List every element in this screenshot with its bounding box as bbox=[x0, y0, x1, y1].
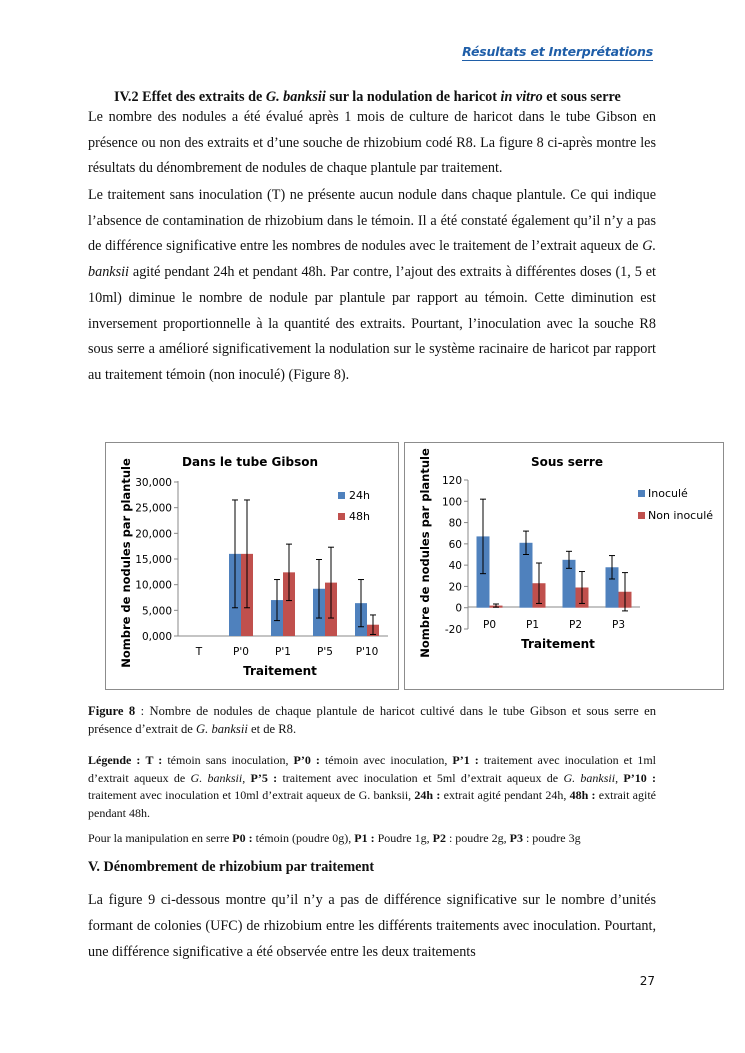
y-tick-label: 10,000 bbox=[135, 579, 172, 592]
y-axis-title: Nombre de nodules par plantule bbox=[418, 448, 432, 658]
legend-note-label: Légende : bbox=[88, 753, 141, 767]
chart-title: Dans le tube Gibson bbox=[181, 455, 319, 469]
text-run: Le traitement sans inoculation (T) ne présente aucun nodule dans chaque plantule. Ce qui indique l’absence de contamination de rhizobium dans le témoin. Il a été constaté également qu’il n’y a pas de différence significative entre les nombres de nodules avec le traitement de l’extrait aqueux de bbox=[88, 187, 656, 255]
x-tick-label: P1 bbox=[525, 619, 540, 631]
legend-key: P’1 : bbox=[452, 753, 479, 767]
y-tick-label: 0 bbox=[455, 602, 462, 615]
x-axis-labels bbox=[483, 619, 625, 631]
species-name: G. banksii bbox=[563, 770, 616, 785]
legend bbox=[338, 489, 370, 523]
title-part: et sous serre bbox=[542, 89, 621, 105]
x-tick-label: P'0 bbox=[233, 646, 249, 658]
x-axis-title: Traitement bbox=[521, 637, 595, 651]
x-tick-label: P'1 bbox=[275, 646, 291, 658]
legend-key: T : bbox=[145, 753, 163, 767]
text-run: : Nombre de nodules de chaque plantule de haricot cultivé dans le tube Gibson et sous serre en présence d’extrait de bbox=[88, 704, 656, 736]
text-run: traitement avec inoculation et 5ml d’extrait aqueux de bbox=[277, 770, 564, 785]
running-header: Résultats et Interprétations bbox=[462, 44, 653, 59]
chart-serre bbox=[404, 442, 724, 690]
species-name: G. banksii bbox=[196, 721, 248, 736]
legend-key: P’0 : bbox=[293, 753, 320, 767]
text-run: traitement avec inoculation et 10ml d’extrait aqueux de G. banksii, bbox=[88, 788, 415, 802]
legend-key: 24h : bbox=[414, 788, 441, 802]
x-tick-label: P'5 bbox=[317, 646, 333, 658]
y-tick-label: -20 bbox=[444, 624, 462, 636]
y-tick-label: 20,000 bbox=[135, 528, 172, 541]
section-title bbox=[114, 89, 621, 106]
paragraph-intro: Le nombre des nodules a été évalué après 1 mois de culture de haricot dans le tube Gibson en présence ou non des extraits et d’une souche de rhizobium codé R8. La figure 8 ci-après montre les résultats du dénombrement de nodules de chaque plantule par traitement. bbox=[88, 109, 656, 177]
legend-swatch-inocule bbox=[638, 490, 645, 497]
y-tick-label: 15,000 bbox=[135, 554, 172, 566]
x-tick-label: P'10 bbox=[355, 646, 379, 658]
y-tick-label: 80 bbox=[448, 517, 462, 530]
title-in-vitro: in vitro bbox=[500, 89, 543, 105]
y-tick-label: 60 bbox=[448, 538, 462, 551]
legend-label-24h: 24h bbox=[349, 489, 370, 502]
legend-label-non-inocule: Non inoculé bbox=[648, 509, 714, 522]
legend-key: P2 bbox=[432, 831, 446, 845]
text-run: traitement avec inoculation et 1ml d’extrait aqueux de bbox=[88, 753, 657, 785]
text-run: témoin (poudre 0g), bbox=[252, 831, 355, 845]
page-number: 27 bbox=[639, 974, 655, 988]
y-tick-label: 0,000 bbox=[141, 631, 172, 643]
chart-gibson bbox=[105, 442, 399, 690]
text-run: Pour la manipulation en serre bbox=[88, 831, 233, 845]
title-part: IV.2 Effet des extraits de bbox=[114, 89, 266, 105]
legend-swatch-48h bbox=[338, 513, 345, 520]
y-tick-label: 30,000 bbox=[135, 477, 172, 489]
legend-key: P0 : bbox=[232, 831, 253, 845]
text-run: témoin avec inoculation, bbox=[319, 753, 453, 767]
legend-swatch-24h bbox=[338, 492, 345, 499]
y-tick-label: 5,000 bbox=[141, 605, 172, 618]
y-axis-ticks bbox=[442, 475, 468, 636]
legend-label-48h: 48h bbox=[349, 510, 370, 523]
y-tick-label: 100 bbox=[441, 496, 462, 509]
y-axis-title: Nombre de nodules par plantule bbox=[119, 458, 133, 668]
x-tick-label: P0 bbox=[482, 619, 497, 631]
text-run: témoin sans inoculation, bbox=[162, 753, 294, 767]
legend-key: P’5 : bbox=[250, 770, 278, 785]
text-run: : poudre 3g bbox=[522, 831, 581, 845]
y-tick-label: 40 bbox=[448, 560, 462, 573]
legend-key: 48h : bbox=[569, 788, 596, 802]
x-tick-label: P2 bbox=[568, 619, 583, 631]
paragraph-results bbox=[88, 183, 656, 389]
chart-serre-svg bbox=[405, 443, 723, 689]
figure-caption bbox=[88, 703, 656, 738]
title-part: sur la nodulation de haricot bbox=[325, 89, 501, 105]
x-axis-title: Traitement bbox=[243, 664, 317, 678]
text-run: extrait agité pendant 48h. bbox=[88, 788, 657, 820]
legend bbox=[638, 487, 713, 522]
chart-title: Sous serre bbox=[530, 455, 604, 469]
legend-swatch-non-inocule bbox=[638, 512, 645, 519]
legend-key: P3 bbox=[509, 831, 523, 845]
x-axis-labels bbox=[195, 646, 379, 658]
x-tick-label: T bbox=[195, 646, 203, 658]
species-name: G. banksii bbox=[88, 238, 656, 281]
y-tick-label: 25,000 bbox=[135, 502, 172, 515]
title-species: G. banksii bbox=[265, 89, 326, 105]
y-tick-label: 20 bbox=[448, 581, 462, 594]
bars bbox=[477, 499, 632, 611]
x-tick-label: P3 bbox=[611, 619, 626, 631]
y-tick-label: 120 bbox=[441, 475, 462, 487]
greenhouse-note bbox=[88, 830, 656, 848]
legend-label-inocule: Inoculé bbox=[648, 487, 688, 500]
text-run: : poudre 2g, bbox=[445, 831, 510, 845]
chart-gibson-svg bbox=[106, 443, 398, 689]
text-run: Poudre 1g, bbox=[374, 831, 433, 845]
legend-note: Légende : T : témoin sans inoculation, P’0 : témoin avec inoculation, P’1 : traitement avec inoculation et 1ml d’extrait aqueux de G. banksii, P’5 : traitement avec inoculation et 5ml d’extrait aqueux de G. banksii, P’10 : traitement avec inoculation et 10ml d’extrait aqueux de G. banksii, 24h : extrait agité pendant 24h, 48h : extrait agité pendant 48h. bbox=[88, 753, 657, 820]
legend-key: P’10 : bbox=[623, 770, 657, 785]
figure-label: Figure 8 bbox=[88, 704, 136, 718]
text-run: extrait agité pendant 24h, bbox=[440, 788, 570, 802]
y-axis-ticks bbox=[135, 477, 178, 643]
section-2-title: V. Dénombrement de rhizobium par traitement bbox=[88, 859, 375, 875]
species-name: G. banksii bbox=[190, 770, 243, 785]
text-run: agité pendant 24h et pendant 48h. Par contre, l’ajout des extraits à différentes doses (1, 5 et 10ml) diminue le nombre de nodule par plantule par rapport au témoin. Cette diminution est inversement proportionnelle à la quantité des extraits. Pourtant, l’inoculation avec la souche R8 sous serre a amélioré significativement la nodulation sur le système racinaire de haricot par rapport au traitement témoin (non inoculé) (Figure 8). bbox=[88, 264, 656, 383]
paragraph-rhizobium: La figure 9 ci-dessous montre qu’il n’y a pas de différence significative sur le nombre d’unités formant de colonies (UFC) de rhizobium entre les différents traitements avec inoculation. Pourtant, une différence significative a été observée entre les deux traitements bbox=[88, 892, 656, 960]
legend-key: P1 : bbox=[354, 831, 375, 845]
text-run: et de R8. bbox=[247, 721, 297, 736]
